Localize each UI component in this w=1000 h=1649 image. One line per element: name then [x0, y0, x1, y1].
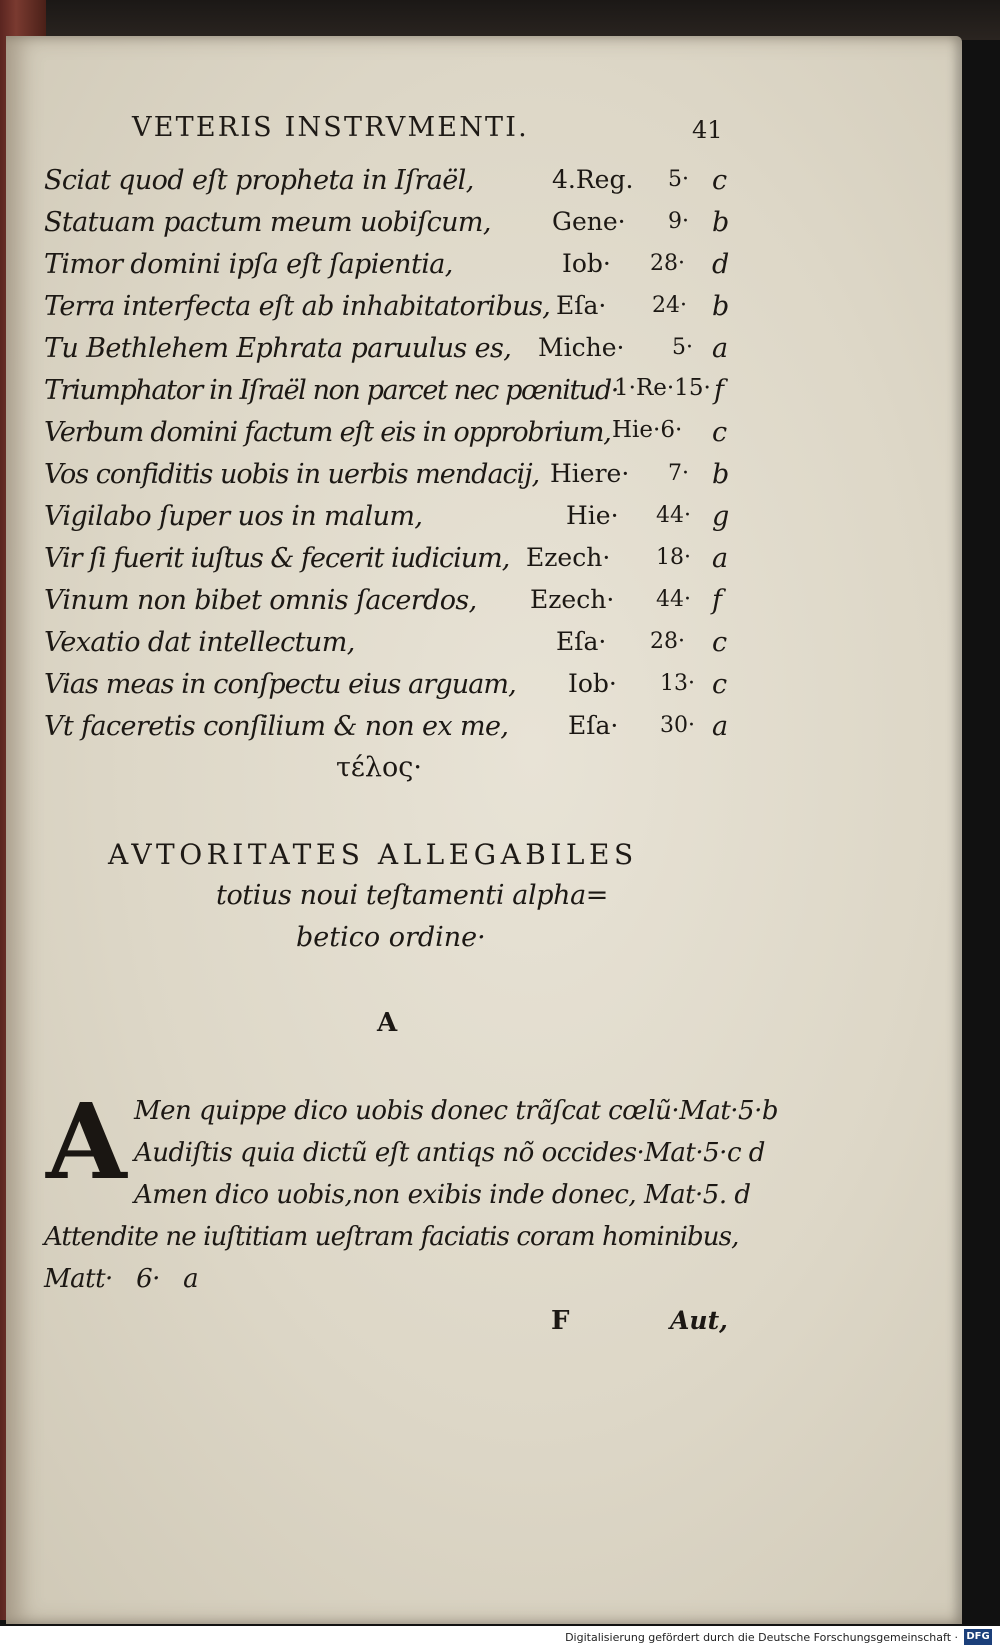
section-title: AVTORITATES ALLEGABILES	[108, 838, 638, 871]
entry-quote: Vos confiditis uobis in uerbis mendacij,	[44, 459, 540, 490]
entry-book: 4.Reg.	[552, 165, 634, 194]
entry-section: c	[712, 417, 728, 448]
entry-section: a	[712, 711, 729, 742]
entry-book: Iob·	[562, 249, 611, 278]
entry-book: Hiere·	[550, 459, 630, 488]
entry-quote: Terra interfecta eſt ab inhabitatoribus,	[44, 291, 551, 322]
drop-capital: A	[46, 1080, 127, 1203]
entry-chapter: 13·	[660, 671, 695, 696]
entry-section: b	[712, 207, 730, 238]
entry-chapter: 24·	[652, 293, 687, 318]
top-shadow	[0, 0, 1000, 40]
nt-entry-line: Amen dico uobis,non exibis inde donec, Mat·5. d	[134, 1180, 751, 1210]
entry-book: Ezech·	[530, 585, 615, 614]
entry-section: f	[714, 375, 724, 406]
entry-section: a	[712, 543, 729, 574]
entry-quote: Vigilabo ſuper uos in malum,	[44, 501, 423, 532]
entry-book: Eſa·	[568, 711, 619, 740]
entry-quote: Triumphator in Iſraël non parcet nec pœnitud·	[44, 375, 618, 406]
dfg-logo: DFG	[964, 1629, 992, 1645]
entry-section: b	[712, 459, 730, 490]
entry-section: g	[712, 501, 730, 532]
entry-quote: Vir ſi fuerit iuſtus & fecerit iudicium,	[44, 543, 510, 574]
entry-book: Gene·	[552, 207, 626, 236]
entry-chapter: 44·	[656, 587, 691, 612]
entry-chapter: 5·	[672, 335, 693, 360]
signature-mark: F	[551, 1306, 570, 1336]
nt-entry-line: Men quippe dico uobis donec trãſcat cœlũ·Mat·5·b	[134, 1096, 778, 1126]
entry-quote: Vexatio dat intellectum,	[44, 627, 355, 658]
entry-quote: Timor domini ipſa eſt ſapientia,	[44, 249, 453, 280]
entry-chapter: 5·	[668, 167, 689, 192]
section-subtitle-line-2: betico ordine·	[296, 922, 486, 953]
entry-quote: Vias meas in conſpectu eius arguam,	[44, 669, 516, 700]
entry-chapter: 28·	[650, 251, 685, 276]
entry-chapter: 9·	[668, 209, 689, 234]
entry-section: c	[712, 165, 728, 196]
page-number: 41	[692, 116, 723, 144]
telos-end-mark: τέλος·	[336, 752, 422, 783]
entry-section: c	[712, 627, 728, 658]
alphabet-letter-heading: A	[377, 1008, 398, 1038]
entry-book: Eſa·	[556, 627, 607, 656]
entry-chapter: 44·	[656, 503, 691, 528]
entry-book: Eſa·	[556, 291, 607, 320]
entry-quote: Sciat quod eſt propheta in Iſraël,	[44, 165, 474, 196]
entry-chapter: 18·	[656, 545, 691, 570]
entry-book: Miche·	[538, 333, 625, 362]
entry-chapter: 28·	[650, 629, 685, 654]
entry-quote: Verbum domini factum eſt eis in opprobrium,	[44, 417, 611, 448]
entry-chapter: 7·	[668, 461, 689, 486]
entry-book: Iob·	[568, 669, 617, 698]
entry-quote: Statuam pactum meum uobiſcum,	[44, 207, 491, 238]
nt-entry-line: Audiſtis quia dictũ eſt antiqs nõ occides·Mat·5·c d	[134, 1138, 765, 1168]
entry-chapter: 30·	[660, 713, 695, 738]
catchword: Aut,	[670, 1306, 728, 1335]
entry-section: f	[712, 585, 722, 616]
section-subtitle-line-1: totius noui teſtamenti alpha=	[216, 880, 609, 911]
entry-book: Ezech·	[526, 543, 611, 572]
nt-entry-line: Matt· 6· a	[44, 1264, 199, 1294]
nt-entry-line: Attendite ne iuſtitiam ueſtram faciatis coram hominibus,	[44, 1222, 739, 1252]
entry-section: d	[712, 249, 730, 280]
running-head: VETERIS INSTRVMENTI.	[132, 112, 529, 143]
entry-quote: Vt faceretis conſilium & non ex me,	[44, 711, 509, 742]
entry-quote: Tu Bethlehem Ephrata paruulus es,	[44, 333, 512, 364]
entry-book: Hie·	[566, 501, 619, 530]
entry-quote: Vinum non bibet omnis ſacerdos,	[44, 585, 477, 616]
entry-book: 1·Re·15·	[614, 375, 711, 401]
entry-book: Hie·6·	[612, 417, 683, 443]
funding-credit: Digitalisierung gefördert durch die Deutsche Forschungsgemeinschaft ·	[565, 1631, 958, 1644]
entry-section: a	[712, 333, 729, 364]
entry-section: c	[712, 669, 728, 700]
entry-section: b	[712, 291, 730, 322]
